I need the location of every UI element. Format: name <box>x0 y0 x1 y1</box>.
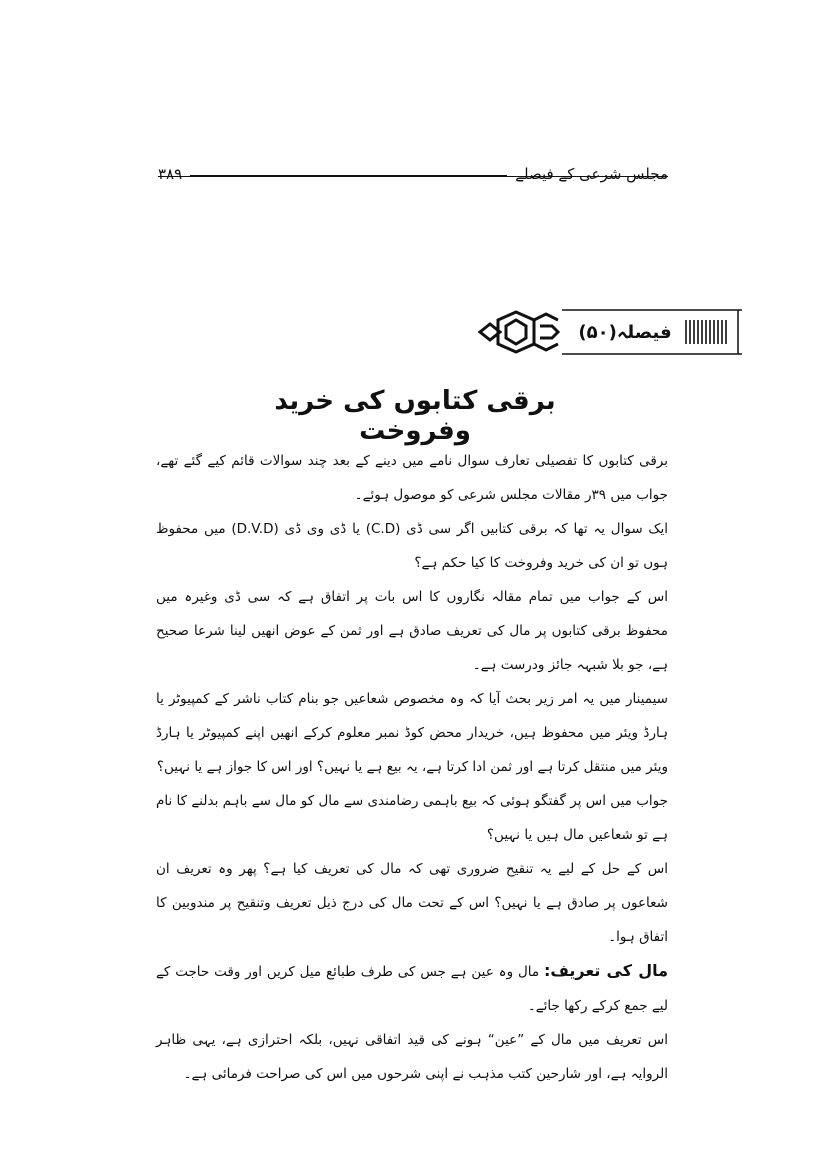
closing-paragraph: اس تعریف میں مال کے ”عین“ ہونے کی قید اتفاقی نہیں، بلکہ احترازی ہے، یہی ظاہر الروایہ ہے، اور شارحین کتب مذہب نے اپنی شرحوں میں اس کی صراحت فرمائی ہے۔ <box>156 1032 668 1082</box>
definition-term: مال کی تعریف: <box>543 961 668 980</box>
header-underline <box>158 176 668 177</box>
verdict-label: فیصلہ(۵۰) <box>578 321 672 343</box>
definition-paragraph <box>156 954 668 1023</box>
verdict-banner <box>476 306 742 358</box>
running-header <box>158 146 668 186</box>
paragraph: اس کے جواب میں تمام مقالہ نگاروں کا اس بات پر اتفاق ہے کہ سی ڈی وغیرہ میں محفوظ برقی کتابوں پر مال کی تعریف صادق ہے اور ثمن کے عوض انھیں لینا شرعا صحیح ہے، جو بلا شبہہ جائز ودرست ہے۔ <box>156 589 668 673</box>
paragraph: برقی کتابوں کا تفصیلی تعارف سوال نامے میں دینے کے بعد چند سوالات قائم کیے گئے تھے، جواب میں ۳۹ر مقالات مجلس شرعی کو موصول ہوئے۔ <box>156 453 668 503</box>
definition-text: مال وہ عین ہے جس کی طرف طبائع میل کریں اور وقت حاجت کے لیے جمع کرکے رکھا جائے۔ <box>156 964 668 1014</box>
paragraph: اس کے حل کے لیے یہ تنقیح ضروری تھی کہ مال کی تعریف کیا ہے؟ پھر وہ تعریف ان شعاعوں پر صادق ہے یا نہیں؟ اس کے تحت مال کی درج ذیل تعریف وتنقیح پر مندوبین کا اتفاق ہوا۔ <box>156 861 668 945</box>
book-title: مجلس شرعی کے فیصلے <box>515 165 668 183</box>
paragraph: ایک سوال یہ تھا کہ برقی کتابیں اگر سی ڈی (C.D) یا ڈی وی ڈی (D.V.D) میں محفوظ ہوں تو ان کی خرید وفروخت کا کیا حکم ہے؟ <box>156 521 668 571</box>
paragraph: جواب میں اس پر گفتگو ہوئی کہ بیع باہمی رضامندی سے مال کو مال سے باہم بدلنے کا نام ہے تو شعاعیں مال ہیں یا نہیں؟ <box>156 793 668 843</box>
page-number: ۳۸۹ <box>158 165 183 183</box>
article-title: برقی کتابوں کی خرید وفروخت <box>274 386 556 446</box>
article-body <box>156 444 668 1091</box>
paragraph: سیمینار میں یہ امر زیر بحث آیا کہ وہ مخصوص شعاعیں جو بنام کتاب ناشر کے کمپیوٹر یا ہارڈ ویئر میں محفوظ ہیں، خریدار محض کوڈ نمبر معلوم کرکے انھیں اپنے کمپیوٹر یا ہارڈ ویئر میں منتقل کرتا ہے اور ثمن ادا کرتا ہے، یہ بیع ہے یا نہیں؟ اور اس کا جواز ہے یا نہیں؟ <box>156 691 668 775</box>
